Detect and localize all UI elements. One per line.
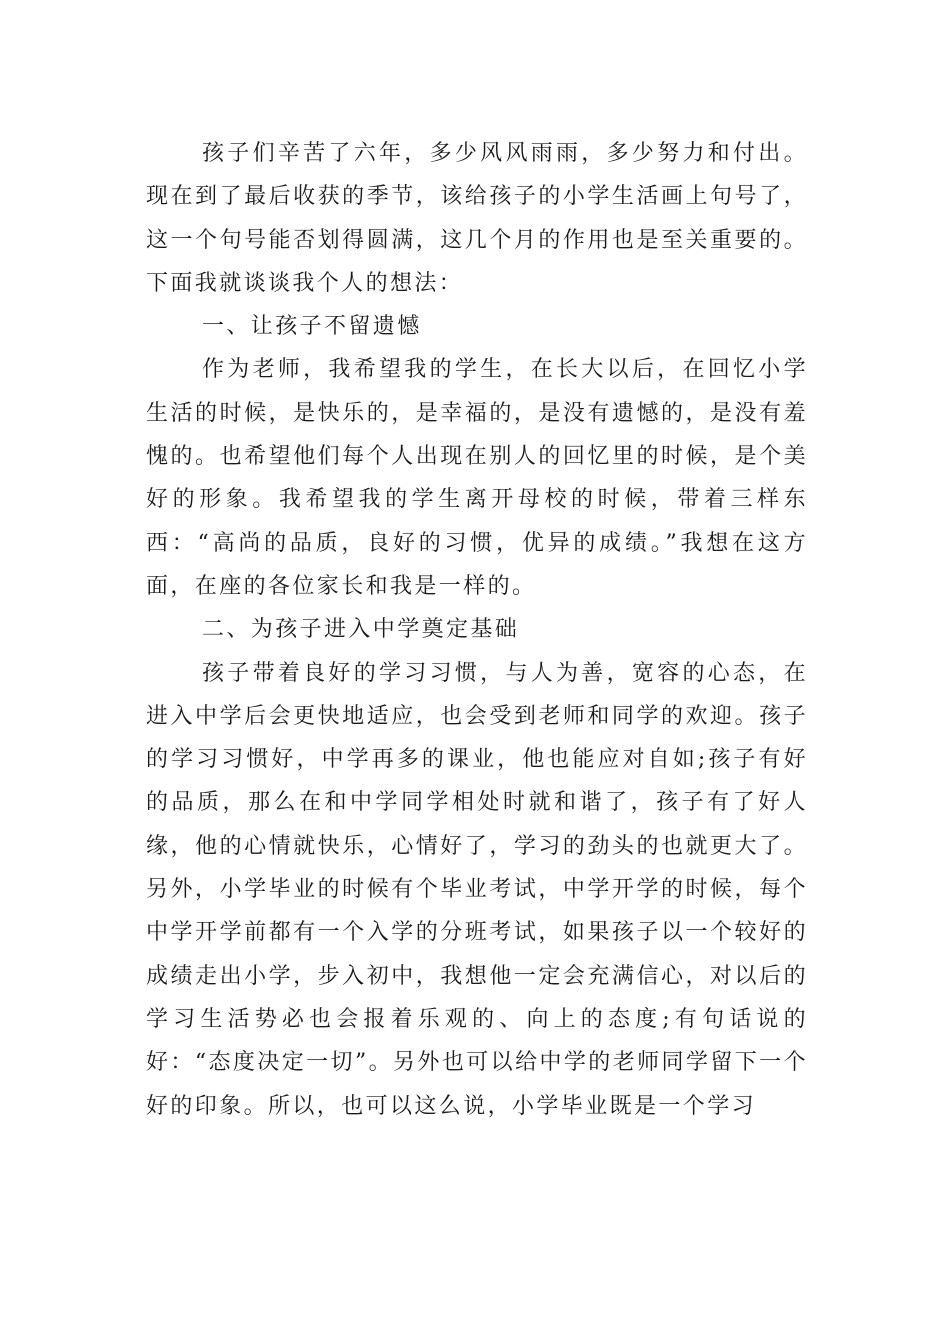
section-1-paragraph: 作为老师，我希望我的学生，在长大以后，在回忆小学生活的时候，是快乐的，是幸福的，是没有遗憾的，是没有羞愧的。也希望他们每个人出现在别人的回忆里的时候，是个美好的形象。我希望我的学生离开母校的时候，带着三样东西：“高尚的品质，良好的习惯，优异的成绩。”我想在这方面，在座的各位家长和我是一样的。 xyxy=(146,357,808,599)
section-2-paragraph: 孩子带着良好的学习习惯，与人为善，宽容的心态，在进入中学后会更快地适应，也会受到老师和同学的欢迎。孩子的学习习惯好，中学再多的课业，他也能应对自如;孩子有好的品质，那么在和中学同学相处时就和谐了，孩子有了好人缘，他的心情就快乐，心情好了，学习的劲头的也就更大了。另外，小学毕业的时候有个毕业考试，中学开学的时候，每个中学开学前都有一个入学的分班考试，如果孩子以一个较好的成绩走出小学，步入初中，我想他一定会充满信心，对以后的学习生活势必也会报着乐观的、向上的态度;有句话说的好：“态度决定一切”。另外也可以给中学的老师同学留下一个好的印象。所以，也可以这么说，小学毕业既是一个学习 xyxy=(146,660,808,1119)
section-2-heading: 二、为孩子进入中学奠定基础 xyxy=(202,617,520,643)
intro-paragraph: 孩子们辛苦了六年，多少风风雨雨，多少努力和付出。现在到了最后收获的季节，该给孩子的小学生活画上句号了，这一个句号能否划得圆满，这几个月的作用也是至关重要的。下面我就谈谈我个人的想法： xyxy=(146,141,808,296)
document-page xyxy=(146,132,808,1128)
section-1-heading: 一、让孩子不留遗憾 xyxy=(202,314,422,340)
